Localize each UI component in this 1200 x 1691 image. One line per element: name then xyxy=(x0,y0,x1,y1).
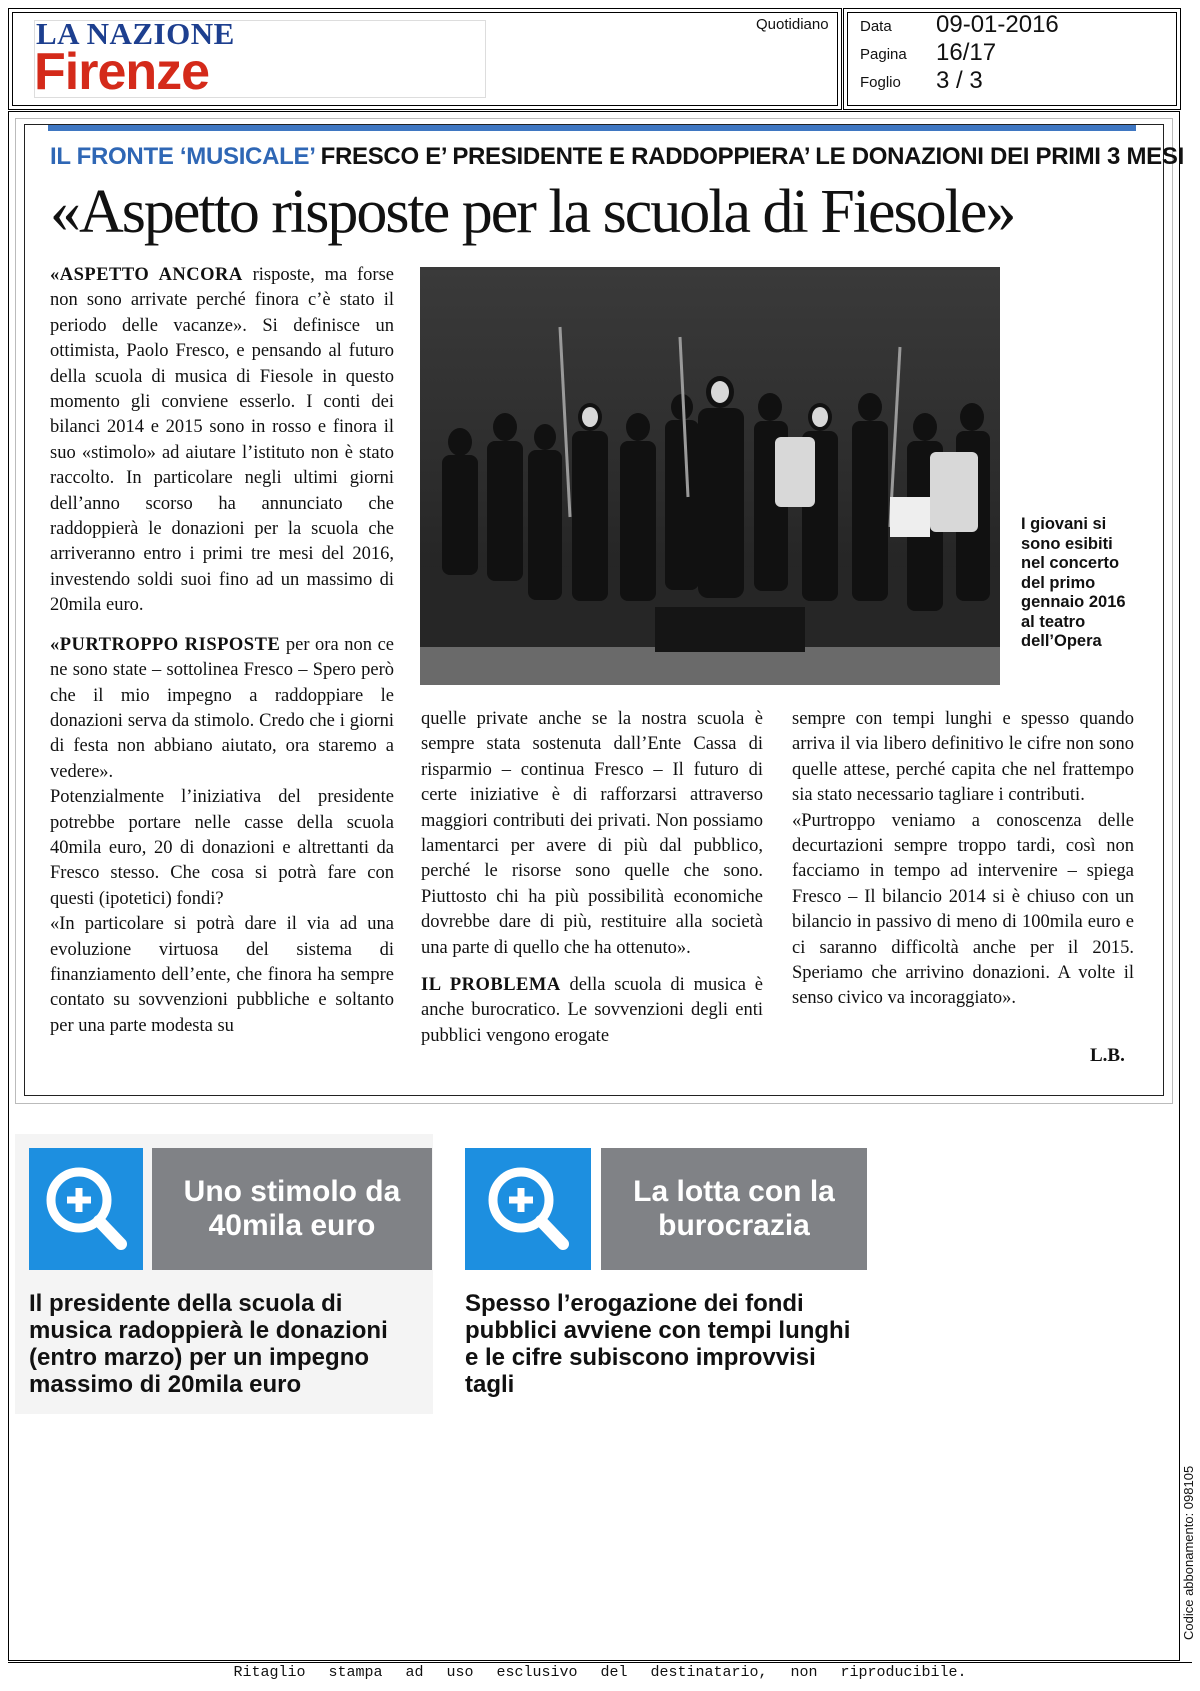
concert-photo xyxy=(420,267,1000,685)
paragraph-text: della scuola di musica è anche burocratico. Le sovvenzioni degli enti pubblici vengono erogate xyxy=(421,975,763,1046)
magnifier-plus-icon xyxy=(29,1148,143,1270)
paragraph xyxy=(421,973,763,1049)
masthead-title: LA NAZIONE xyxy=(36,16,235,51)
footer-rule xyxy=(8,1662,1192,1663)
article-column-3 xyxy=(792,707,1134,1012)
info-box-1-title xyxy=(152,1148,432,1270)
paragraph xyxy=(50,633,394,785)
publication-type: Quotidiano xyxy=(756,16,829,33)
info-box-2-icon-tile xyxy=(465,1148,591,1270)
subscription-code: Codice abbonamento: 098105 xyxy=(1181,1465,1196,1640)
paragraph-text: per ora non ce ne sono state – sottolinea Fresco – Spero però che il mio impegno a raddoppiare le donazioni serva da stimolo. Credo che i giorni di festa non abbiano aiutato, ora staremo a vedere». xyxy=(50,634,394,782)
photo-caption: I giovani si sono esibiti nel concerto del primo gennaio 2016 al teatro dell’Opera xyxy=(1021,515,1126,650)
info-box-2-title xyxy=(601,1148,867,1270)
info-box-1-icon-tile xyxy=(29,1148,143,1270)
masthead-city: Firenze xyxy=(34,43,210,101)
headline: «Aspetto risposte per la scuola di Fiesole» xyxy=(50,178,1015,246)
author-signature: L.B. xyxy=(1090,1045,1125,1066)
paragraph: sempre con tempi lunghi e spesso quando arriva il via libero definitivo le cifre non sono quelle attese, perché capita che nel frattempo sia stato necessario tagliare i contributi. xyxy=(792,709,1134,806)
info-box-1-title-text: Uno stimolo da 40mila euro xyxy=(183,1175,401,1242)
kicker-text: FRESCO E’ PRESIDENTE E RADDOPPIERA’ LE DONAZIONI DEI PRIMI 3 MESI xyxy=(320,143,1184,170)
paragraph: «In particolare si potrà dare il via ad una evoluzione virtuosa del sistema di finanziamento dell’ente, che finora ha sempre contato su sovvenzioni pubbliche e soltanto per una parte modesta su xyxy=(50,914,394,1036)
paragraph: «Purtroppo veniamo a conoscenza delle decurtazioni sempre troppo tardi, così non facciamo in tempo ad intervenire – spiega Fresco – Il bilancio 2014 si è chiuso con un bilancio in passivo di meno di 100mila euro e ci saranno difficoltà anche per il 2015. Speriamo che arrivino donazioni. A volte il senso civico va incoraggiato». xyxy=(792,810,1134,1009)
paragraph-text: risposte, ma forse non sono arrivate perché finora c’è stato il periodo delle vacanze». Si definisce un ottimista, Paolo Fresco, e pensando al futuro della scuola di musica di Fiesole in questo momento gli conviene esserlo. I conti dei bilanci 2014 e 2015 sono in rosso e finora il suo «stimolo» ad aiutare l’istituto non è stato raccolto. In particolare negli ultimi giorni dell’anno scorso ha annunciato che raddoppierà le donazioni per la scuola che arriveranno entro i primi tre mesi del 2016, investendo soldi suoi fino ad un massimo di 20mila euro. xyxy=(50,265,394,616)
kicker-prefix: IL FRONTE ‘MUSICALE’ xyxy=(50,143,315,170)
meta-label-sheet: Foglio xyxy=(860,74,901,91)
magnifier-plus-icon xyxy=(465,1148,591,1270)
meta-value-page: 16/17 xyxy=(936,39,997,66)
article-column-2 xyxy=(421,707,763,1049)
paragraph-lead: «PURTROPPO RISPOSTE xyxy=(50,634,281,655)
accent-rule xyxy=(48,125,1136,131)
meta-value-date: 09-01-2016 xyxy=(936,11,1059,38)
paragraph: quelle private anche se la nostra scuola è sempre stata sostenuta dall’Ente Cassa di risparmio – continua Fresco – Il futuro di certe iniziative è di rafforzarsi attraverso maggiori contributi dei privati. Non possiamo lamentarci per avere di più dal pubblico, perché le risorse sono quelle che sono. Piuttosto chi ha più possibilità economiche dovrebbe dare di più, restituire alla società una parte di quello che ha ottenuto». xyxy=(421,709,763,958)
info-box-1-text: Il presidente della scuola di musica radoppierà le donazioni (entro marzo) per un impegno massimo di 20mila euro xyxy=(29,1290,388,1398)
info-box-2-text: Spesso l’erogazione dei fondi pubblici avviene con tempi lunghi e le cifre subiscono improvvisi tagli xyxy=(465,1290,851,1398)
kicker xyxy=(50,143,1184,171)
meta-label-date: Data xyxy=(860,18,892,35)
paragraph xyxy=(50,263,394,619)
paragraph-lead: «ASPETTO ANCORA xyxy=(50,265,243,285)
paragraph-lead: IL PROBLEMA xyxy=(421,975,561,996)
meta-value-sheet: 3 / 3 xyxy=(936,67,983,94)
paragraph: Potenzialmente l’iniziativa del presidente potrebbe portare nelle casse della scuola 40mila euro, 20 di donazioni e altrettanti da Fresco stesso. Che cosa si potrà fare con questi (ipotetici) fondi? xyxy=(50,787,394,909)
article-column-1 xyxy=(50,263,394,1039)
info-box-2-title-text: La lotta con la burocrazia xyxy=(633,1175,835,1242)
meta-label-page: Pagina xyxy=(860,46,907,63)
footer-disclaimer: Ritaglio stampa ad uso esclusivo del destinatario, non riproducibile. xyxy=(233,1664,967,1681)
